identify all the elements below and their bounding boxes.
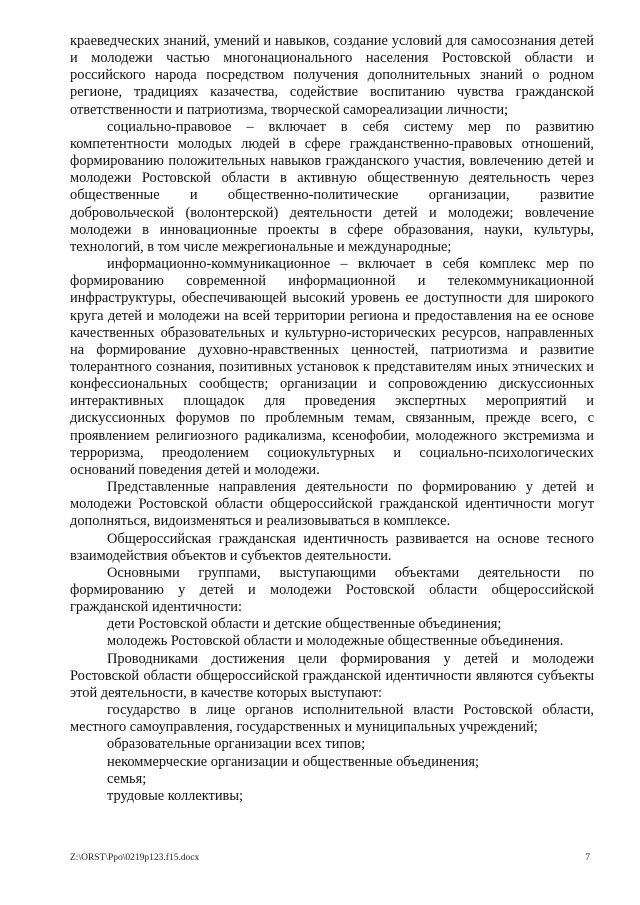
list-item: молодежь Ростовской области и молодежные общественные объединения. <box>107 633 564 650</box>
list-item: трудовые коллективы; <box>107 787 243 804</box>
list-item: образовательные организации всех типов; <box>107 736 366 753</box>
paragraph: социально-правовое – включает в себя систему мер по развитию компетентности молодых людей в сфере гражданственно-правовых отношений, формированию положительных навыков гражданского участия, вовлечению детей и молодежи Ростовской области в активную общественную деятельность через общественные и общественно-политические организации, развитие добровольческой (волонтерской) деятельности детей и молодежи; вовлечение молодежи в инновационные проекты в сфере образования, науки, культуры, технологий, в том числе межрегиональные и международные; <box>70 118 594 255</box>
list-item: дети Ростовской области и детские общественные объединения; <box>107 616 502 633</box>
list-item: некоммерческие организации и общественные объединения; <box>107 753 480 770</box>
paragraph: краеведческих знаний, умений и навыков, создание условий для самосознания детей и молодежи частью многонационального населения Ростовской области и российского народа посредством получения дополнительных знаний о родном регионе, традициях казачества, содействие воспитанию чувства гражданской ответственности и патриотизма, творческой самореализации личности; <box>70 33 594 118</box>
paragraph: Основными группами, выступающими объектами деятельности по формированию у детей и молодежи Ростовской области общероссийской гражданской идентичности: <box>70 564 594 616</box>
paragraph: Проводниками достижения цели формирования у детей и молодежи Ростовской области общероссийской гражданской идентичности являются субъекты этой деятельности, в качестве которых выступают: <box>70 650 594 701</box>
paragraph: Представленные направления деятельности по формированию у детей и молодежи Ростовской области общероссийской гражданской идентичности могут дополняться, видоизменяться и реализовываться в комплексе. <box>70 479 594 530</box>
document-body <box>70 33 594 805</box>
file-path: Z:\ORST\Ppo\0219p123.f15.docx <box>70 853 200 863</box>
paragraph: информационно-коммуникационное – включает в себя комплекс мер по формированию современной информационной и телекоммуникационной инфраструктуры, обеспечивающей высокий уровень ее доступности для широкого круга детей и молодежи на всей территории региона и предоставления на ее основе качественных образовательных и культурно-исторических ресурсов, направленных на формирование духовно-нравственных ценностей, патриотизма и развитие толерантного сознания, позитивных установок к представителям иных этнических и конфессиональных сообществ; организации и сопровождению дискуссионных интерактивных площадок для проведения экспертных мероприятий и дискуссионных форумов по проблемным темам, связанным, прежде всего, с проявлением религиозного радикализма, ксенофобии, молодежного экстремизма и терроризма, преодолением социокультурных и социально-психологических оснований поведения детей и молодежи. <box>70 256 594 478</box>
list-item: государство в лице органов исполнительной власти Ростовской области, местного самоуправления, государственных и муниципальных учреждений; <box>70 702 594 736</box>
paragraph: Общероссийская гражданская идентичность развивается на основе тесного взаимодействия объектов и субъектов деятельности. <box>70 530 594 564</box>
page-number: 7 <box>585 853 590 863</box>
list-item: семья; <box>107 770 147 787</box>
